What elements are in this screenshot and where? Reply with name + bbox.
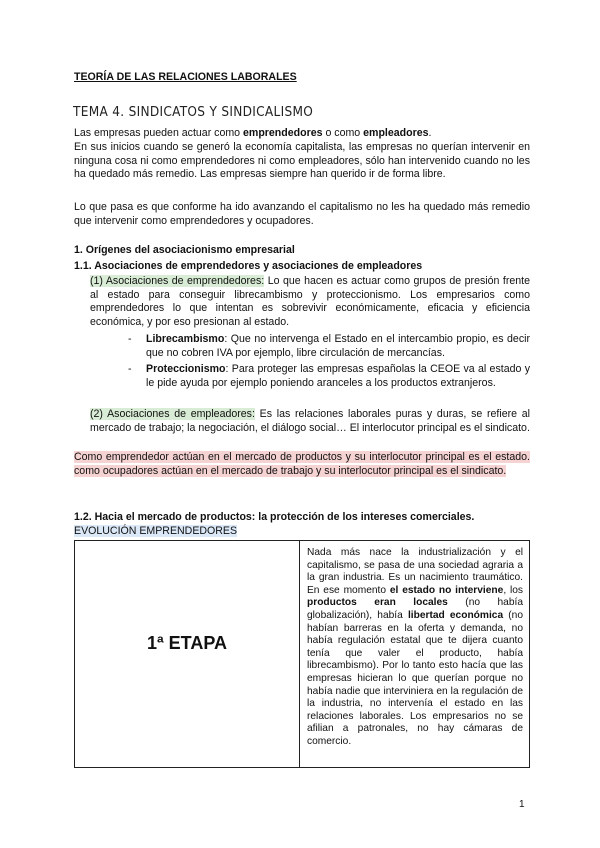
bullet-librecambismo	[146, 333, 530, 360]
intro-paragraph-3: Lo que pasa es que conforme ha ido avanzando el capitalismo no les ha quedado más remedio que intervenir como emprendedores y ocupadores.	[74, 201, 530, 227]
cell-text: (no habían barreras en la oferta y demanda, no había regulación estatal que te dijera cuanto tenía que valer el producto, había librecambismo). Por lo tanto esto hacía que las empresas hicieran lo que querían porque no había nadie que interviniera en la regulación de la industria, no intervenía el estado en las relaciones laborales. Los empresarios no se afilian a patronales, no hay cámaras de comercio.	[307, 609, 523, 747]
list-item-emprendedores	[90, 275, 530, 329]
bold-term: productos eran locales	[307, 597, 448, 609]
section-heading-1-2: 1.2. Hacia el mercado de productos: la protección de los intereses comerciales.	[74, 511, 475, 523]
intro-text: o como	[322, 127, 364, 139]
item-text: Lo que hacen es actuar como grupos de presión frente al estado para conseguir librecambismo y proteccionismo. Los empresarios como emprendedores lo que intentan es sobrevivir económicamente, eficacia y eficiencia económica, y por eso presionan al estado.	[90, 275, 530, 328]
page-number: 1	[519, 799, 525, 810]
bullet-text: : Que no intervenga el Estado en el intercambio propio, es decir que no cobren IVA por ejemplo, libre circulación de mercancías.	[146, 333, 530, 359]
bold-term: Librecambismo	[146, 333, 225, 345]
bullet-dash: -	[128, 333, 132, 345]
intro-paragraph-2: En sus inicios cuando se generó la economía capitalista, las empresas no querían intervenir en ninguna cosa ni como emprendedores ni como empleadores, sólo han intervenido cuando no les ha quedado más remedio. Las empresas siempre han querido ir de forma libre.	[74, 141, 530, 181]
highlighted-label: EVOLUCIÓN EMPRENDEDORES	[74, 525, 238, 537]
bold-term: Proteccionismo	[146, 363, 226, 375]
stage-label-cell	[75, 541, 300, 768]
highlighted-summary: Como emprendedor actúan en el mercado de productos y su interlocutor principal es el estado. como ocupadores actúan en el mercado de trabajo y su interlocutor principal es el sindicato.	[74, 451, 530, 477]
intro-text: .	[428, 127, 432, 139]
intro-paragraph-1	[74, 127, 530, 141]
stage-table	[74, 540, 530, 768]
table-row	[75, 541, 530, 768]
highlighted-label: (1) Asociaciones de emprendedores:	[90, 275, 265, 287]
section-heading: 1. Orígenes del asociacionismo empresarial	[74, 244, 295, 256]
bullet-dash: -	[128, 363, 132, 375]
highlighted-label: (2) Asociaciones de empleadores:	[90, 408, 255, 420]
item-text: Es las relaciones laborales puras y duras, se refiere al mercado de trabajo; la negociación, el diálogo social… El interlocutor principal es el sindicato.	[90, 408, 530, 434]
intro-text: Las empresas pueden actuar como	[74, 127, 244, 139]
cell-text: (no había globalización), había	[307, 597, 523, 621]
bold-term: libertad económica	[407, 609, 504, 621]
bullet-text: : Para proteger las empresas españolas la CEOE va al estado y le pide ayuda por ejemplo poniendo aranceles a los productos extranjeros.	[146, 363, 530, 389]
bullet-proteccionismo	[146, 363, 530, 390]
tema-heading: TEMA 4. SINDICATOS Y SINDICALISMO	[73, 104, 314, 120]
stage-description-cell	[300, 541, 530, 768]
bold-term: el estado no interviene	[389, 584, 504, 596]
cell-text: Nada más nace la industrialización y el capitalismo, se pasa de una sociedad agraria a la gran industria. Es un nacimiento traumático. En ese momento	[307, 547, 523, 596]
list-item-empleadores	[90, 408, 530, 435]
evolucion-label	[74, 525, 237, 537]
summary-paragraph	[74, 451, 530, 478]
cell-text: , los	[503, 584, 524, 596]
subsection-heading: 1.1. Asociaciones de emprendedores y asociaciones de empleadores	[74, 260, 423, 272]
document-title: TEORÍA DE LAS RELACIONES LABORALES	[74, 71, 297, 83]
bold-term: emprendedores	[243, 127, 323, 139]
bold-term: empleadores	[363, 127, 429, 139]
stage-label: 1ª ETAPA	[146, 633, 227, 653]
